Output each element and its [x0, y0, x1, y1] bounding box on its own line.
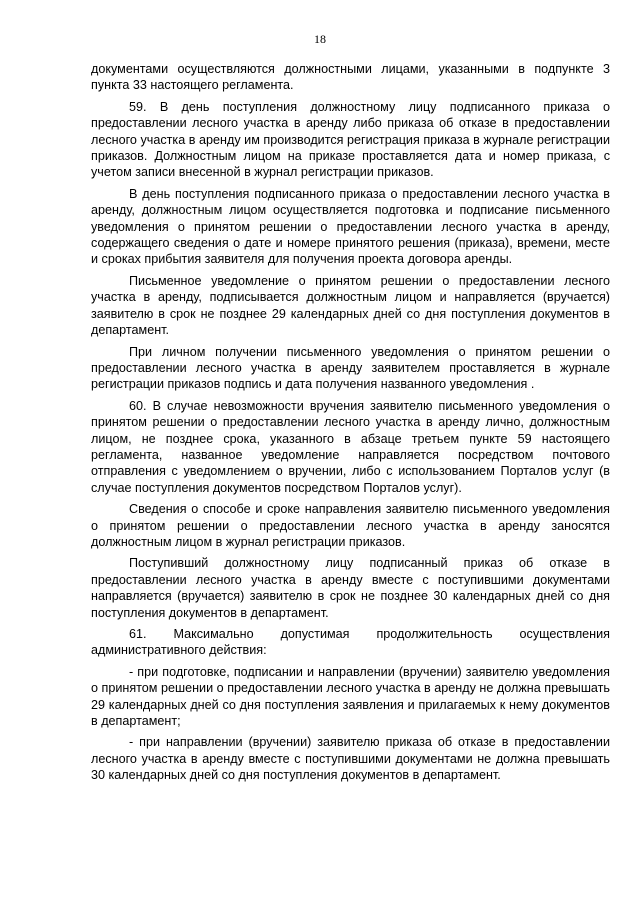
- paragraph-notification-preparation: В день поступления подписанного приказа о предоставлении лесного участка в аренду, должностным лицом осуществляется подготовка и подписание письменного уведомления о принятом решении о предоставлении лесного участка в аренду, содержащего сведения о дате и номере принятого решения (приказа), времени, месте и сроках прибытия заявителя для получения проекта договора аренды.: [91, 186, 610, 267]
- page-number: 18: [314, 32, 326, 46]
- paragraph-59: 59. В день поступления должностному лицу подписанного приказа о предоставлении лесного участка в аренду либо приказа об отказе в предоставлении лесного участка в аренду им производится регистрация приказа в журнале регистрации приказов. Должностным лицом на приказе проставляется дата и номер приказа, с учетом записи внесенной в журнал регистрации приказов.: [91, 99, 610, 180]
- paragraph-refusal-order: Поступивший должностному лицу подписанный приказ об отказе в предоставлении лесного участка в аренду вместе с поступившими документами направляется (вручается) заявителю в срок не позднее 30 календарных дней со дня поступления документов в департамент.: [91, 556, 610, 620]
- paragraph-continuation: документами осуществляются должностными лицами, указанными в подпункте 3 пункта 33 настоящего регламента.: [91, 62, 610, 93]
- list-item-notification-term: - при подготовке, подписании и направлении (вручении) заявителю уведомления о принятом решении о предоставлении лесного участка в аренду не должна превышать 29 календарных дней со дня поступления заявления и прилагаемых к нему документов в департамент;: [91, 664, 610, 729]
- paragraph-60: 60. В случае невозможности вручения заявителю письменного уведомления о принятом решении о предоставлении лесного участка в аренду лично, должностным лицом, не позднее срока, указанного в абзаце третьем пункте 59 настоящего регламента, названное уведомление направляется посредством почтового отправления с уведомлением о вручении, либо с использованием Порталов услуг (в случае поступления документов посредством Порталов услуг).: [91, 398, 610, 495]
- list-item-refusal-term: - при направлении (вручении) заявителю приказа об отказе в предоставлении лесного участка в аренду вместе с поступившими документами не должна превышать 30 календарных дней со дня поступления документов в департамент.: [91, 735, 610, 783]
- paragraph-notification-signing: Письменное уведомление о принятом решении о предоставлении лесного участка в аренду, подписывается должностным лицом и направляется (вручается) заявителю в срок не позднее 29 календарных дней со дня поступления документов в департамент.: [91, 273, 610, 338]
- document-body: [91, 61, 610, 789]
- paragraph-61: 61. Максимально допустимая продолжительность осуществления административного действия:: [91, 627, 610, 658]
- paragraph-personal-receipt: При личном получении письменного уведомления о принятом решении о предоставлении лесного участка в аренду заявителем проставляется в журнале регистрации приказов подпись и дата получения названного уведомления .: [91, 344, 610, 392]
- paragraph-delivery-info: Сведения о способе и сроке направления заявителю письменного уведомления о принятом решении о предоставлении лесного участка в аренду заносятся должностным лицом в журнал регистрации приказов.: [91, 502, 610, 549]
